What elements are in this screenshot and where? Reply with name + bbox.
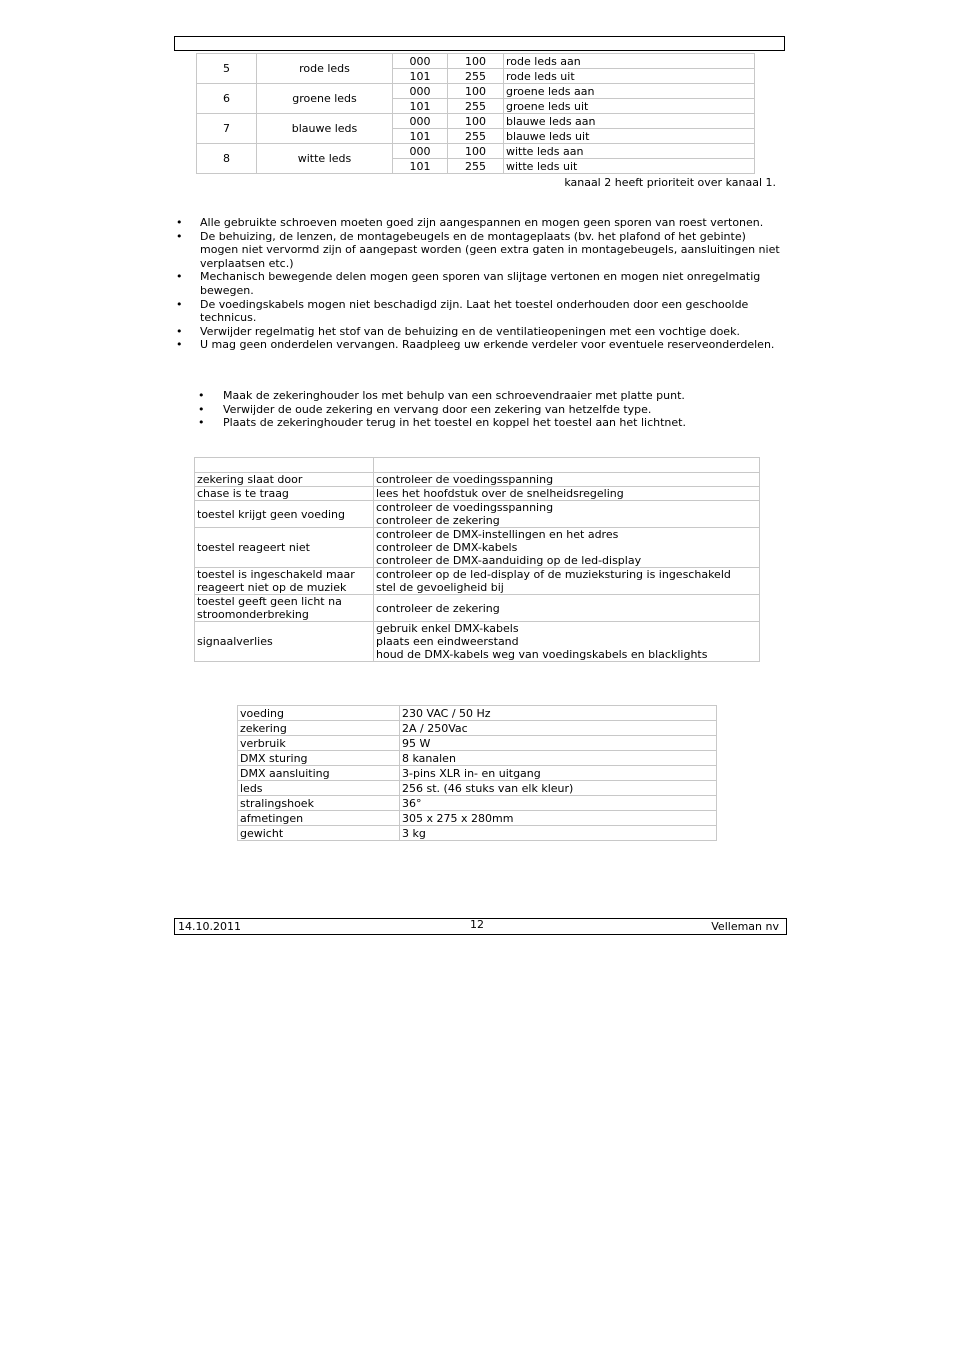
range-description: blauwe leds uit xyxy=(504,129,755,144)
range-description: witte leds aan xyxy=(504,144,755,159)
specifications-table xyxy=(237,705,717,841)
troubleshooting-row xyxy=(195,473,760,487)
range-start: 101 xyxy=(393,159,448,174)
problem-cell: toestel is ingeschakeld maar reageert niet op de muziek xyxy=(195,568,374,595)
solution-cell: controleer de voedingsspanning controleer de zekering xyxy=(374,501,760,528)
channel-number: 7 xyxy=(197,114,257,144)
spec-label: afmetingen xyxy=(238,811,400,826)
range-end: 100 xyxy=(448,114,504,129)
problem-cell: toestel reageert niet xyxy=(195,528,374,568)
range-end: 255 xyxy=(448,99,504,114)
range-end: 255 xyxy=(448,129,504,144)
spec-label: DMX aansluiting xyxy=(238,766,400,781)
channel-row xyxy=(197,84,755,99)
spec-row xyxy=(238,751,717,766)
spec-row xyxy=(238,811,717,826)
range-description: witte leds uit xyxy=(504,159,755,174)
header-cell-problem xyxy=(195,458,374,473)
spec-value: 8 kanalen xyxy=(400,751,717,766)
problem-cell: signaalverlies xyxy=(195,622,374,662)
range-description: groene leds aan xyxy=(504,84,755,99)
maintenance-item: • Alle gebruikte schroeven moeten goed zijn aangespannen en mogen geen sporen van roest vertonen. xyxy=(174,216,780,230)
troubleshooting-row xyxy=(195,501,760,528)
solution-cell: controleer de zekering xyxy=(374,595,760,622)
fuse-step: • Plaats de zekeringhouder terug in het toestel en koppel het toestel aan het lichtnet. xyxy=(196,416,786,430)
maintenance-list xyxy=(174,216,780,352)
range-description: rode leds uit xyxy=(504,69,755,84)
range-start: 101 xyxy=(393,99,448,114)
range-end: 255 xyxy=(448,159,504,174)
spec-value: 36° xyxy=(400,796,717,811)
fuse-step: • Verwijder de oude zekering en vervang door een zekering van hetzelfde type. xyxy=(196,403,786,417)
maintenance-item: • Verwijder regelmatig het stof van de behuizing en de ventilatieopeningen met een vochtige doek. xyxy=(174,325,780,339)
range-end: 100 xyxy=(448,144,504,159)
problem-cell: toestel geeft geen licht na stroomonderbreking xyxy=(195,595,374,622)
spec-label: gewicht xyxy=(238,826,400,841)
spec-label: verbruik xyxy=(238,736,400,751)
spec-value: 2A / 250Vac xyxy=(400,721,717,736)
spec-label: stralingshoek xyxy=(238,796,400,811)
spec-value: 230 VAC / 50 Hz xyxy=(400,706,717,721)
maintenance-item: • De behuizing, de lenzen, de montagebeugels en de montageplaats (bv. het plafond of het gebinte) mogen niet vervormd zijn of aangepast worden (geen extra gaten in montagebeugels, aansluitingen niet verplaatsen etc.) xyxy=(174,230,780,271)
solution-cell: controleer op de led-display of de muzieksturing is ingeschakeld stel de gevoeligheid bij xyxy=(374,568,760,595)
spec-row xyxy=(238,706,717,721)
spec-label: DMX sturing xyxy=(238,751,400,766)
troubleshooting-row xyxy=(195,487,760,501)
range-end: 100 xyxy=(448,54,504,69)
solution-cell: lees het hoofdstuk over de snelheidsregeling xyxy=(374,487,760,501)
range-start: 000 xyxy=(393,114,448,129)
spec-value: 3-pins XLR in- en uitgang xyxy=(400,766,717,781)
range-start: 000 xyxy=(393,84,448,99)
range-end: 255 xyxy=(448,69,504,84)
troubleshooting-row xyxy=(195,528,760,568)
header-cell-solution xyxy=(374,458,760,473)
range-description: blauwe leds aan xyxy=(504,114,755,129)
troubleshooting-row xyxy=(195,622,760,662)
maintenance-item: • U mag geen onderdelen vervangen. Raadpleeg uw erkende verdeler voor eventuele reserveonderdelen. xyxy=(174,338,780,352)
spec-label: zekering xyxy=(238,721,400,736)
channel-priority-note: kanaal 2 heeft prioriteit over kanaal 1. xyxy=(564,176,776,189)
range-start: 101 xyxy=(393,69,448,84)
troubleshooting-row xyxy=(195,595,760,622)
spec-value: 256 st. (46 stuks van elk kleur) xyxy=(400,781,717,796)
spec-row xyxy=(238,826,717,841)
troubleshooting-header-row xyxy=(195,458,760,473)
channel-number: 6 xyxy=(197,84,257,114)
solution-cell: controleer de voedingsspanning xyxy=(374,473,760,487)
channel-row xyxy=(197,144,755,159)
spec-row xyxy=(238,736,717,751)
range-description: rode leds aan xyxy=(504,54,755,69)
spec-value: 3 kg xyxy=(400,826,717,841)
spec-row xyxy=(238,796,717,811)
channel-name: blauwe leds xyxy=(257,114,393,144)
spec-row xyxy=(238,781,717,796)
troubleshooting-row xyxy=(195,568,760,595)
spec-row xyxy=(238,721,717,736)
spec-label: leds xyxy=(238,781,400,796)
range-start: 101 xyxy=(393,129,448,144)
range-description: groene leds uit xyxy=(504,99,755,114)
maintenance-item: • Mechanisch bewegende delen mogen geen sporen van slijtage vertonen en mogen niet onregelmatig bewegen. xyxy=(174,270,780,297)
problem-cell: toestel krijgt geen voeding xyxy=(195,501,374,528)
footer-date: 14.10.2011 xyxy=(178,920,241,933)
channel-row xyxy=(197,54,755,69)
troubleshooting-table xyxy=(194,457,760,662)
footer-page-number: 12 xyxy=(470,918,484,931)
problem-cell: zekering slaat door xyxy=(195,473,374,487)
page-header-box xyxy=(174,36,785,51)
problem-cell: chase is te traag xyxy=(195,487,374,501)
spec-label: voeding xyxy=(238,706,400,721)
channel-number: 8 xyxy=(197,144,257,174)
channel-name: rode leds xyxy=(257,54,393,84)
solution-cell: controleer de DMX-instellingen en het adres controleer de DMX-kabels controleer de DMX-aanduiding op de led-display xyxy=(374,528,760,568)
spec-value: 95 W xyxy=(400,736,717,751)
maintenance-item: • De voedingskabels mogen niet beschadigd zijn. Laat het toestel onderhouden door een geschoolde technicus. xyxy=(174,298,780,325)
spec-row xyxy=(238,766,717,781)
channel-table xyxy=(196,53,755,174)
channel-name: groene leds xyxy=(257,84,393,114)
solution-cell: gebruik enkel DMX-kabels plaats een eindweerstand houd de DMX-kabels weg van voedingskabels en blacklights xyxy=(374,622,760,662)
range-end: 100 xyxy=(448,84,504,99)
spec-value: 305 x 275 x 280mm xyxy=(400,811,717,826)
fuse-step: • Maak de zekeringhouder los met behulp van een schroevendraaier met platte punt. xyxy=(196,389,786,403)
channel-row xyxy=(197,114,755,129)
channel-number: 5 xyxy=(197,54,257,84)
fuse-replacement-steps xyxy=(196,389,786,430)
range-start: 000 xyxy=(393,54,448,69)
footer-company: Velleman nv xyxy=(711,920,779,933)
range-start: 000 xyxy=(393,144,448,159)
channel-name: witte leds xyxy=(257,144,393,174)
